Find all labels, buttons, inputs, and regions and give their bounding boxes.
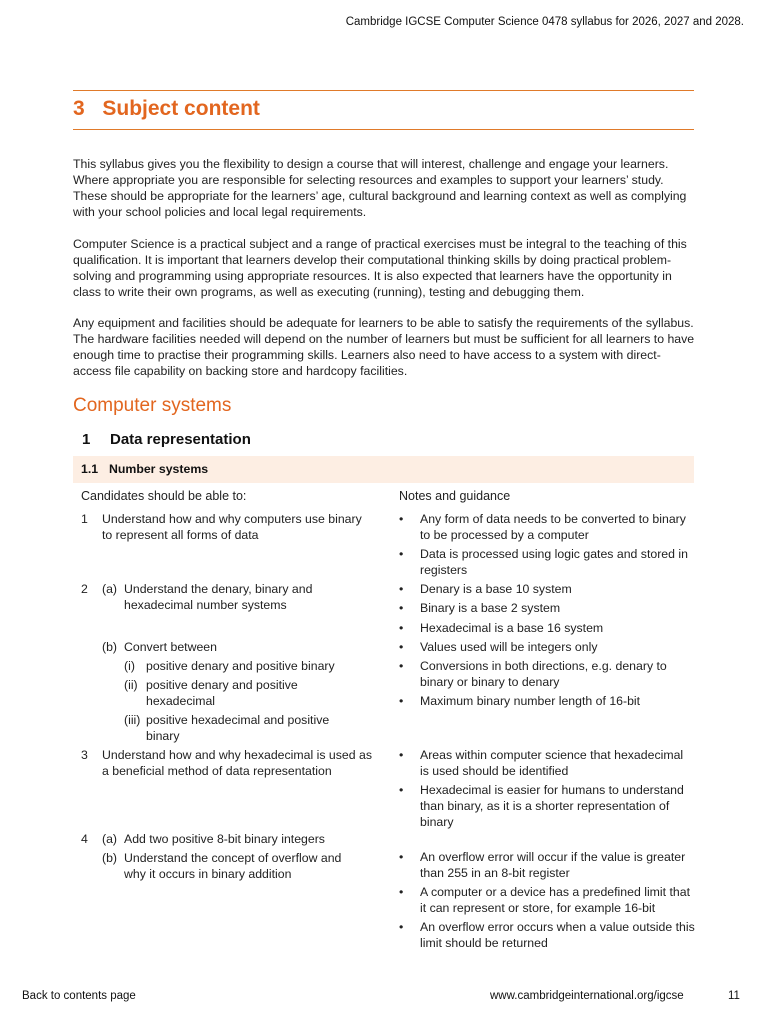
objective-2b-iii-label: (iii) <box>124 713 141 727</box>
bullet-icon: • <box>399 512 404 526</box>
note-text: Conversions in both directions, e.g. denary to binary or binary to denary <box>420 659 667 689</box>
objective-2b-iii-text: positive hexadecimal and positive binary <box>146 713 330 743</box>
bullet-icon: • <box>399 601 404 615</box>
objective-2b-i-text: positive denary and positive binary <box>146 659 335 673</box>
chapter-title: Subject content <box>102 97 260 120</box>
note-text: A computer or a device has a predefined limit that it can represent or store, for example 16-bit <box>420 885 690 915</box>
note-text: Areas within computer science that hexadecimal is used should be identified <box>420 748 684 778</box>
objective-2b-text: Convert between <box>124 640 217 654</box>
objective-2a-label: (a) <box>102 582 118 596</box>
note-text: Hexadecimal is easier for humans to understand than binary, as it is a shorter representation of binary <box>420 783 684 829</box>
note-text: An overflow error occurs when a value outside this limit should be returned <box>420 920 695 950</box>
topic-heading <box>82 431 251 448</box>
column-header-notes: Notes and guidance <box>399 489 511 503</box>
running-header: Cambridge IGCSE Computer Science 0478 syllabus for 2026, 2027 and 2028. <box>345 16 744 28</box>
intro-paragraph-3: Any equipment and facilities should be adequate for learners to be able to satisfy the requirements of the syllabus. The hardware facilities needed will depend on the number of learners but must be sufficient for all learners to have enough time to practise their programming skills. Learners also need to have access to a system with direct-access file capability on backing store and hardcopy facilities. <box>73 316 695 378</box>
objective-3-number: 3 <box>81 748 88 762</box>
objective-4b-text: Understand the concept of overflow and why it occurs in binary addition <box>124 851 342 881</box>
bullet-icon: • <box>399 694 404 708</box>
bullet-icon: • <box>399 547 404 561</box>
objective-2b-ii-text: positive denary and positive hexadecimal <box>146 678 298 708</box>
bullet-icon: • <box>399 850 404 864</box>
objective-4-number: 4 <box>81 832 88 846</box>
topic-number: 1 <box>82 431 91 448</box>
objective-4a-text: Add two positive 8-bit binary integers <box>124 832 325 846</box>
subtopic-bar <box>73 456 694 483</box>
bullet-icon: • <box>399 783 404 797</box>
objective-4b-label: (b) <box>102 851 118 865</box>
subtopic-title: Number systems <box>109 462 209 476</box>
back-to-contents-link[interactable]: Back to contents page <box>22 990 136 1002</box>
note-text: Binary is a base 2 system <box>420 601 561 615</box>
note-text: An overflow error will occur if the value is greater than 255 in an 8-bit register <box>420 850 686 880</box>
note-text: Hexadecimal is a base 16 system <box>420 621 604 635</box>
note-text: Denary is a base 10 system <box>420 582 572 596</box>
objective-3-text: Understand how and why hexadecimal is used as a beneficial method of data representation <box>102 748 373 778</box>
objective-4a-label: (a) <box>102 832 118 846</box>
topic-title: Data representation <box>110 431 251 448</box>
chapter-number: 3 <box>73 97 85 120</box>
page-number: 11 <box>728 990 740 1002</box>
objective-2b-ii-label: (ii) <box>124 678 138 692</box>
section-title: Computer systems <box>73 395 232 416</box>
bullet-icon: • <box>399 640 404 654</box>
objective-2b-label: (b) <box>102 640 118 654</box>
note-text: Values used will be integers only <box>420 640 598 654</box>
bullet-icon: • <box>399 920 404 934</box>
bullet-icon: • <box>399 659 404 673</box>
intro-paragraph-1: This syllabus gives you the flexibility to design a course that will interest, challenge and engage your learners. Where appropriate you are responsible for selecting resources and examples to support your learners’ study. These should be appropriate for the learners’ age, cultural background and learning context as well as complying with your school policies and local legal requirements. <box>73 157 687 219</box>
page-title <box>73 97 260 121</box>
column-header-candidates: Candidates should be able to: <box>81 489 247 503</box>
bullet-icon: • <box>399 748 404 762</box>
note-text: Any form of data needs to be converted to binary to be processed by a computer <box>420 512 686 542</box>
intro-paragraph-2: Computer Science is a practical subject and a range of practical exercises must be integral to the teaching of this qualification. It is important that learners develop their computational thinking skills by doing practical problem-solving and programming using appropriate resources. It is also expected that learners have the opportunity in class to write their own programs, as well as executing (running), testing and debugging them. <box>73 237 687 299</box>
bullet-icon: • <box>399 885 404 899</box>
objective-2b-i-label: (i) <box>124 659 135 673</box>
title-rule-top <box>73 90 694 91</box>
note-text: Data is processed using logic gates and stored in registers <box>420 547 688 577</box>
bullet-icon: • <box>399 621 404 635</box>
bullet-icon: • <box>399 582 404 596</box>
objective-2a-text: Understand the denary, binary and hexadecimal number systems <box>124 582 313 612</box>
objective-1-number: 1 <box>81 512 88 526</box>
title-rule-bottom <box>73 129 694 130</box>
objective-2-number: 2 <box>81 582 88 596</box>
website-link[interactable]: www.cambridgeinternational.org/igcse <box>490 990 684 1002</box>
note-text: Maximum binary number length of 16-bit <box>420 694 641 708</box>
objective-1-text: Understand how and why computers use binary to represent all forms of data <box>102 512 362 542</box>
subtopic-number: 1.1 <box>81 462 99 476</box>
